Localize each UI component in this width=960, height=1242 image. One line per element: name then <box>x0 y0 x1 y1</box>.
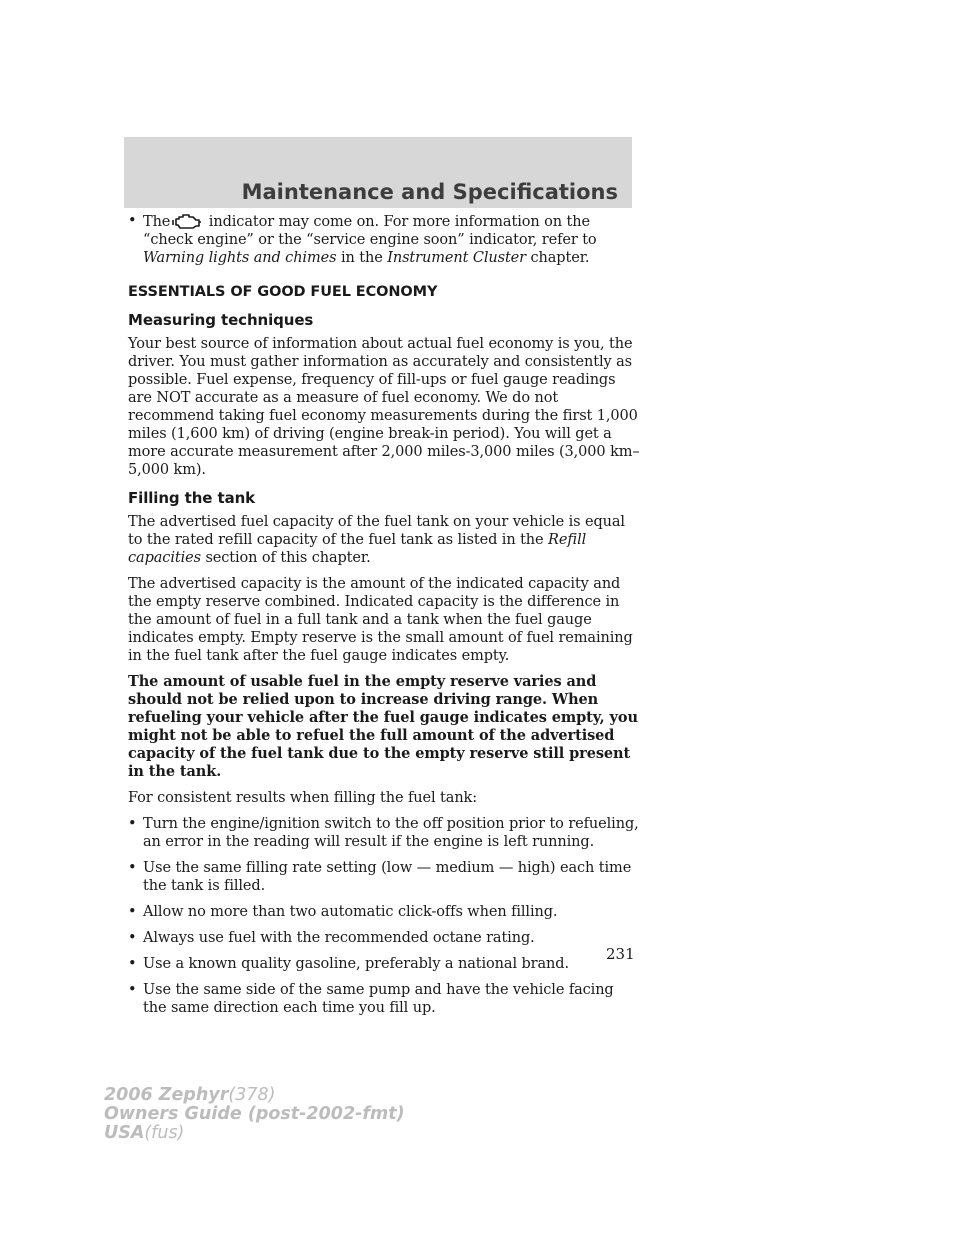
xref-refill-capacities: Refill capacities <box>128 532 587 566</box>
document-footer <box>104 1086 405 1143</box>
list-item-text: Use a known quality gasoline, preferably a national brand. <box>143 956 569 972</box>
list-item-text: Allow no more than two automatic click-offs when filling. <box>143 904 558 920</box>
list-item <box>128 929 640 947</box>
footer-line-3 <box>104 1124 405 1143</box>
filling-text: The advertised fuel capacity of the fuel tank on your vehicle is equal to the rated refill capacity of the fuel tank as listed in the <box>128 514 625 548</box>
footer-market: USA <box>104 1123 145 1143</box>
list-item <box>128 859 640 895</box>
list-item <box>128 955 640 973</box>
list-item <box>128 903 640 921</box>
intro-text: in the <box>336 250 388 266</box>
footer-market-code: (fus) <box>144 1123 185 1143</box>
list-item-text: Turn the engine/ignition switch to the off position prior to refueling, an error in the reading will result if the engine is left running. <box>143 816 639 850</box>
list-item-text: Use the same filling rate setting (low — medium — high) each time the tank is filled. <box>143 860 632 894</box>
list-intro: For consistent results when filling the fuel tank: <box>128 790 478 806</box>
measuring-paragraph: Your best source of information about actual fuel economy is you, the driver. You must gather information as accurately and consistently as possible. Fuel expense, frequency of fill-ups or fuel gauge readings are NOT accurate as a measure of fuel economy. We do not recommend taking fuel economy measurements during the first 1,000 miles (1,600 km) of driving (engine break-in period). You will get a more accurate measurement after 2,000 miles-3,000 miles (3,000 km–5,000 km). <box>128 336 640 478</box>
intro-text: The <box>143 214 171 230</box>
heading-filling: Filling the tank <box>128 489 256 507</box>
bullet-dot: • <box>128 956 137 972</box>
intro-text: indicator may come on. For more information on the “check engine” or the “service engine soon” indicator, refer to <box>143 214 597 248</box>
intro-text: chapter. <box>525 250 590 266</box>
page-content <box>128 212 640 1025</box>
xref-instrument-cluster: Instrument Cluster <box>387 250 526 266</box>
list-item-text: Always use fuel with the recommended octane rating. <box>143 930 535 946</box>
footer-line-1 <box>104 1086 405 1105</box>
page-number: 231 <box>606 945 635 963</box>
fuel-reserve-warning: The amount of usable fuel in the empty reserve varies and should not be relied upon to increase driving range. When refueling your vehicle after the fuel gauge indicates empty, you might not be able to refuel the full amount of the advertised capacity of the fuel tank due to the empty reserve still present in the tank. <box>128 673 638 780</box>
footer-line-2: Owners Guide (post-2002-fmt) <box>104 1104 405 1124</box>
list-item <box>128 815 640 851</box>
footer-model: 2006 Zephyr <box>104 1085 229 1105</box>
list-item <box>128 981 640 1017</box>
bullet-dot: • <box>128 982 137 998</box>
bullet-dot: • <box>128 930 137 946</box>
bullet-dot: • <box>128 816 137 832</box>
check-engine-icon <box>172 212 202 230</box>
heading-fuel-economy: ESSENTIALS OF GOOD FUEL ECONOMY <box>128 284 438 300</box>
section-title: Maintenance and Specifications <box>241 180 618 204</box>
filling-paragraph-2: The advertised capacity is the amount of the indicated capacity and the empty reserve combined. Indicated capacity is the difference in the amount of fuel in a full tank and a tank when the fuel gauge indicates empty. Empty reserve is the small amount of fuel remaining in the fuel tank after the fuel gauge indicates empty. <box>128 576 633 664</box>
header-band <box>124 137 632 208</box>
filling-text: section of this chapter. <box>200 550 371 566</box>
list-item-text: Use the same side of the same pump and have the vehicle facing the same direction each time you fill up. <box>143 982 614 1016</box>
footer-code: (378) <box>228 1085 276 1105</box>
bullet-dot: • <box>128 860 137 876</box>
intro-bullet <box>128 212 640 267</box>
filling-paragraph-1 <box>128 513 640 567</box>
bullet-dot: • <box>128 904 137 920</box>
heading-measuring: Measuring techniques <box>128 311 314 329</box>
bullet-dot: • <box>128 213 137 229</box>
filling-tips-list <box>128 815 640 1017</box>
xref-warning-lights: Warning lights and chimes <box>143 250 337 266</box>
